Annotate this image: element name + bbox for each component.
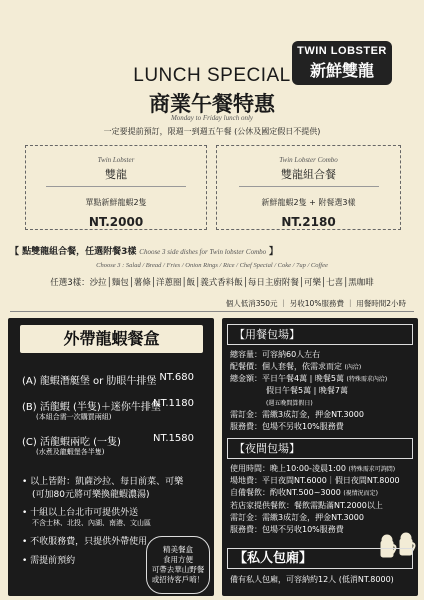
night-title: 【夜間包場】: [227, 438, 413, 459]
takeout-item-c-note: (水煮及龍蝦堡各半隻): [36, 448, 105, 456]
night-line: 需訂金：需繳3成訂金，押金NT.3000: [230, 513, 364, 522]
combo-heading-end: 】: [269, 247, 279, 257]
lunch-title-zh: 商業午餐特惠: [149, 92, 275, 116]
package-line-note: (週五晚間算假日): [266, 400, 313, 407]
stamp-line: 可帶去華山野餐: [151, 565, 205, 574]
combo-choices-en: Choose 3 : Salad / Bread / Fries / Onion Rings / Rice / Chef Special / Coke / 7up / Coffee: [96, 262, 328, 269]
combo-heading-en: Choose 3 side dishes for Twin lobster Combo: [139, 248, 267, 256]
offer-divider: [239, 186, 379, 187]
night-line: 若店家提供餐飲：餐飲需點滿NT.2000以上: [230, 501, 383, 510]
stamp-line: 食用方便: [163, 555, 193, 564]
takeout-item-b-price: NT.1180: [152, 398, 194, 409]
offer-price: NT.2000: [88, 215, 144, 229]
package-line: 服務費：包場不另收10%服務費: [230, 422, 344, 431]
takeout-item-a-price: NT.680: [159, 372, 194, 383]
night-line: [230, 463, 395, 474]
night-line-note: (視情況而定): [343, 490, 379, 497]
offer-desc: 單點新鮮龍蝦2隻: [85, 198, 147, 207]
offer-price: NT.2180: [281, 215, 336, 229]
night-line-text: 使用時間：晚上10:00-凌晨1:00: [230, 464, 346, 473]
takeout-item-c-price: NT.1580: [152, 433, 194, 444]
dining-panel: [222, 318, 418, 596]
takeout-note: • 十組以上台北市可提供外送: [22, 508, 139, 518]
section-divider: [10, 311, 414, 312]
package-line: [230, 385, 348, 396]
takeout-note: • 以上皆附：凱薩沙拉、每日前菜、可樂: [22, 477, 184, 487]
takeout-title: 外帶龍蝦餐盒: [20, 325, 203, 353]
brand-name-zh: 新鮮雙龍: [309, 61, 374, 80]
combo-heading-zh: 【 點雙龍組合餐，任選附餐3樣: [10, 247, 137, 257]
combo-heading: [10, 244, 414, 257]
lunch-note-en: Monday to Friday lunch only: [170, 114, 254, 122]
night-line: 服務費：包場不另收10%服務費: [230, 525, 344, 534]
takeout-promo-stamp: [146, 536, 210, 594]
night-line: 場地費：平日夜間NT.6000｜假日夜間NT.8000: [230, 476, 400, 485]
package-line: 總容量：可容納60人左右: [230, 350, 321, 359]
package-line-text: 假日午餐5萬 | 晚餐7萬: [266, 386, 348, 395]
offer-desc: 新鮮龍蝦2隻 + 附餐選3樣: [261, 198, 356, 207]
lunch-footer-note: 個人低消350元 ｜ 另收10%服務費 ｜ 用餐時間2小時: [225, 299, 406, 308]
night-line-note: (特殊需求可詢問): [348, 466, 396, 473]
package-line: 需訂金：需繳3成訂金，押金NT.3000: [230, 410, 364, 419]
offer-name-en: Twin Lobster: [97, 156, 135, 164]
brand-name-en: TWIN LOBSTER: [297, 45, 387, 57]
package-line: [230, 373, 387, 384]
takeout-item-b-note: (本組合需一次購買兩組): [36, 413, 112, 421]
takeout-item-c: (C) 活龍蝦兩吃 (一隻): [22, 437, 121, 448]
offer-name-zh: 雙龍組合餐: [281, 168, 336, 181]
takeout-note-cont: 不含士林、北投、內湖、南港、文山區: [32, 519, 151, 527]
offer-name-en: Twin Lobster Combo: [279, 156, 338, 164]
package-line-text: 總金額：平日午餐4萬 | 晚餐5萬: [230, 374, 344, 383]
offer-divider: [46, 186, 186, 187]
takeout-note: • 不收服務費，只提供外帶使用: [22, 537, 148, 547]
package-line-text: 配餐價：個人套餐，依需求而定: [230, 362, 342, 371]
takeout-item-a: (A) 龍蝦潛艇堡 or 肋眼牛排堡: [22, 376, 157, 387]
package-title: 【用餐包場】: [227, 324, 413, 345]
offer-box-combo: [216, 145, 401, 230]
offer-name-zh: 雙龍: [105, 168, 127, 181]
takeout-panel: [8, 318, 214, 596]
night-line: [230, 487, 378, 498]
takeout-item-b: (B) 活龍蝦 (半隻)＋迷你牛排堡: [22, 402, 161, 413]
stamp-line: 或招待客戶唷！: [151, 575, 205, 584]
private-title: 【私人包廂】: [227, 548, 413, 569]
stamp-line: 精美餐盒: [163, 545, 193, 554]
combo-choices-zh: 任選3樣：沙拉│麵包│薯條│洋蔥圈│飯│義式香料飯│每日主廚附餐│可樂│七喜│黑咖啡: [50, 278, 374, 288]
package-line-note: (特殊需求內洽): [346, 376, 388, 383]
lunch-title-en: LUNCH SPECIAL: [133, 65, 291, 86]
package-line: [230, 361, 361, 372]
lunch-note-zh: 一定要提前預訂，限週一到週五午餐 (公休及國定假日不提供): [103, 127, 321, 136]
private-line: 備有私人包廂，可容納約12人 (低消NT.8000): [230, 575, 394, 584]
takeout-note: • 需提前預約: [22, 556, 76, 566]
takeout-note-cont: (可加80元將可樂換龍蝦濃湯): [32, 490, 150, 500]
night-line-text: 自備餐飲：酌收NT.500~3000: [230, 488, 341, 497]
package-line-note: (內洽): [344, 364, 362, 371]
offer-box-single: [25, 145, 207, 230]
